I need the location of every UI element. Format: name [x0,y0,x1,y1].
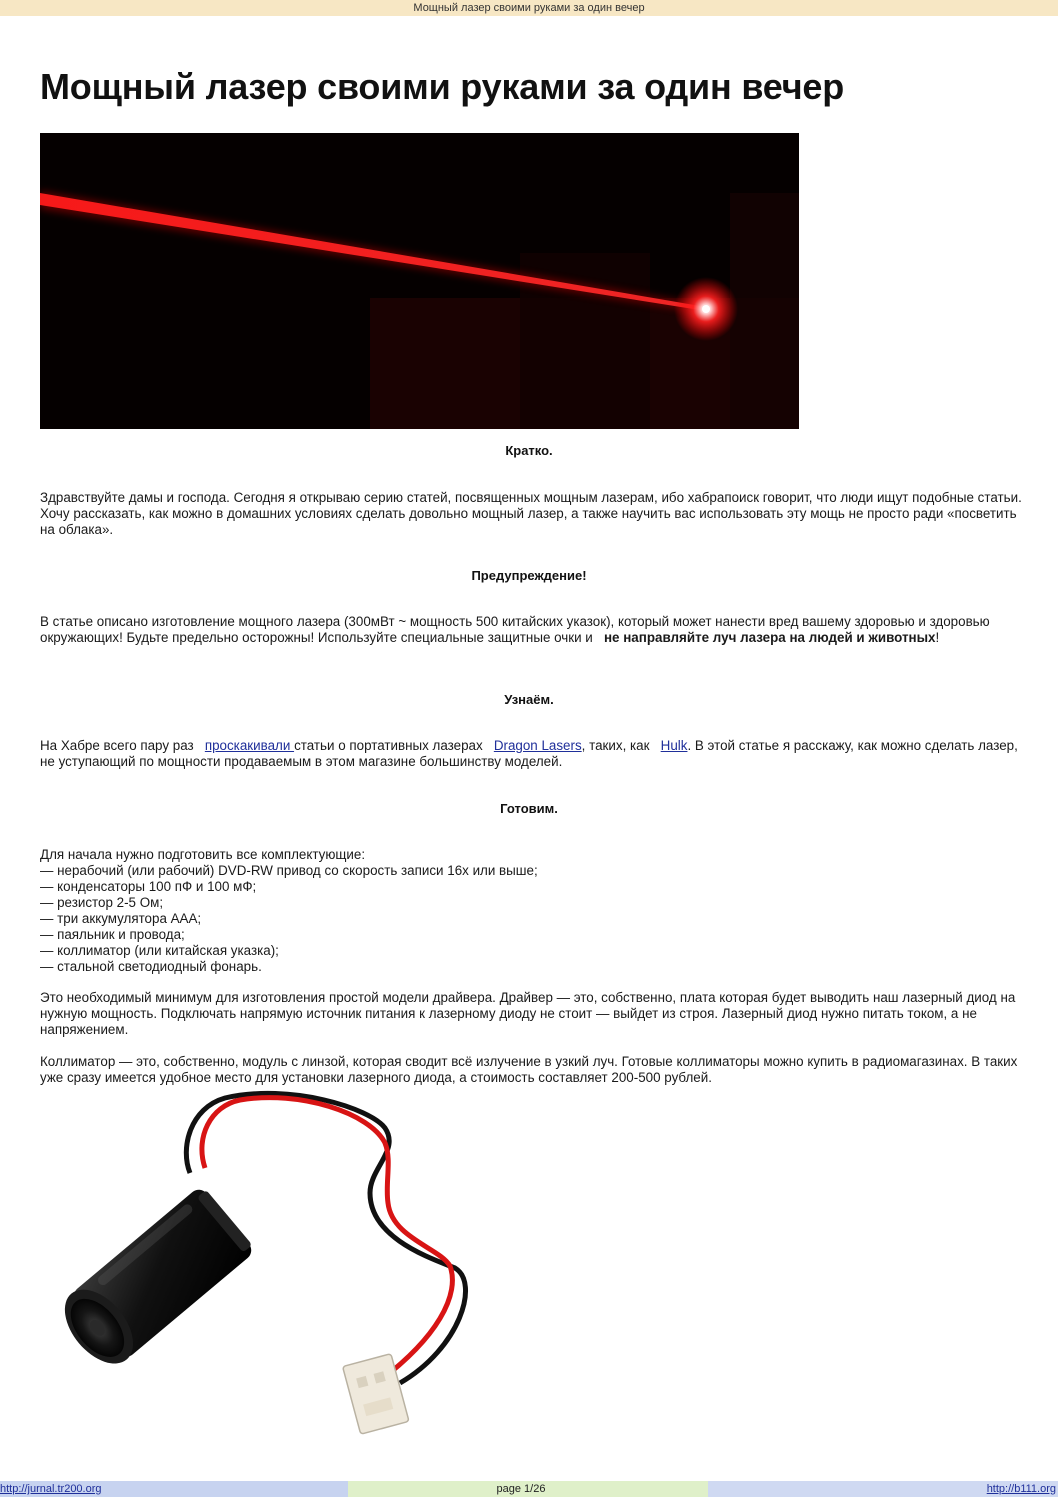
learn-text-4: . В этой статье я расскажу, как можно сделать лазер, не уступающий по мощности продаваемым в этом магазине большинству моделей. [40,738,1018,769]
paragraph-warning [40,614,1025,646]
paragraph-learn [40,738,1025,770]
page-number: page 1/26 [496,1483,546,1495]
page-header-title: Мощный лазер своими руками за один вечер [0,0,1058,16]
list-item: — три аккумулятора AAA; [40,911,202,926]
list-item: — конденсаторы 100 пФ и 100 мФ; [40,879,257,894]
paragraph-brief: Здравствуйте дамы и господа. Сегодня я открываю серию статей, посвященных мощным лазерам, ибо хабрапоиск говорит, что люди ищут подобные статьи. Хочу рассказать, как можно в домашних условиях сделать довольно мощный лазер, а также научить вас использовать эту мощь не просто ради «посветить на облака». [40,490,1022,537]
page-footer [0,1481,1058,1497]
paragraph-collimator: Коллиматор — это, собственно, модуль с линзой, которая сводит всё излучение в узкий луч. Готовые коллиматоры можно купить в радиомагазинах. В таких уже сразу имеется удобное место для установки лазерного диода, а стоимость составляет 200-500 рублей. [40,1054,1018,1085]
components-intro: Для начала нужно подготовить все комплектующие: [40,847,366,862]
section-heading-learn: Узнаём. [504,692,554,707]
link-proskakivali[interactable]: проскакивали [204,738,295,753]
list-item: — нерабочий (или рабочий) DVD-RW привод со скорость записи 16x или выше; [40,863,538,878]
learn-text-3: , таких, как [581,738,650,753]
warning-bold-text: не направляйте луч лазера на людей и животных [603,630,936,645]
list-item: — резистор 2-5 Ом; [40,895,164,910]
link-hulk[interactable]: Hulk [660,738,688,753]
list-item: — паяльник и провода; [40,927,185,942]
laser-beam-image [40,133,799,429]
list-item: — стальной светодиодный фонарь. [40,959,262,974]
learn-text-2: статьи о портативных лазерах [294,738,483,753]
footer-left-link[interactable]: http://jurnal.tr200.org [0,1483,102,1495]
collimator-module-image [40,1088,470,1444]
section-heading-prepare: Готовим. [500,801,558,816]
list-item: — коллиматор (или китайская указка); [40,943,279,958]
components-list [40,863,1025,975]
learn-text-1: На Хабре всего пару раз [40,738,194,753]
section-heading-brief: Кратко. [505,443,553,458]
article-title: Мощный лазер своими руками за один вечер [40,66,845,107]
link-dragon-lasers[interactable]: Dragon Lasers [493,738,582,753]
paragraph-driver: Это необходимый минимум для изготовления простой модели драйвера. Драйвер — это, собственно, плата которая будет выводить наш лазерный диод на нужную мощность. Подключать напрямую источник питания к лазерному диоду не стоит — выйдет из строя. Лазерный диод нужно питать током, а не напряжением. [40,990,1016,1037]
footer-right-link[interactable]: http://b111.org [986,1483,1056,1495]
warning-end: ! [935,630,940,645]
section-heading-warning: Предупреждение! [471,568,587,583]
warning-text: В статье описано изготовление мощного лазера (300мВт ~ мощность 500 китайских указок), который может нанести вред вашему здоровью и здоровью окружающих! Будьте предельно осторожны! Используйте специальные защитные очки и [40,614,990,645]
